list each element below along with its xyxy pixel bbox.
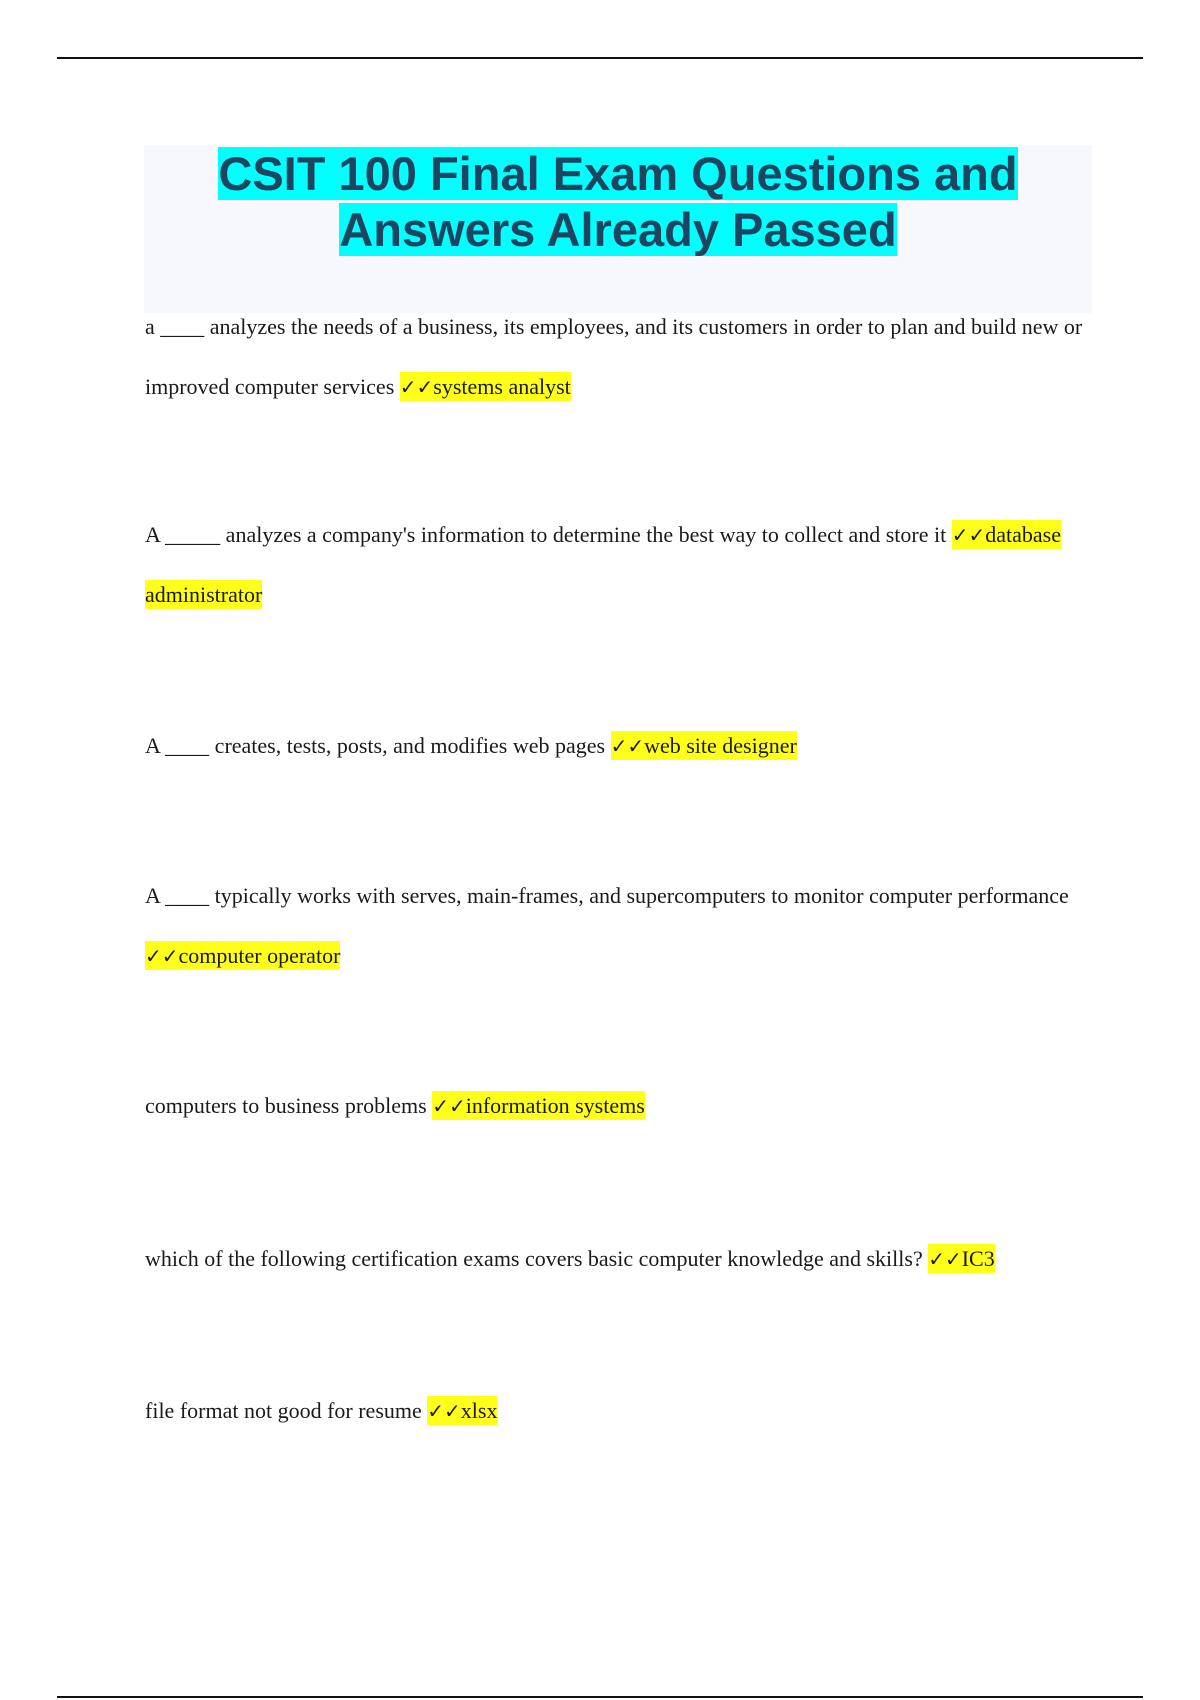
question-text: file format not good for resume — [145, 1398, 428, 1423]
answer-text: database administrator — [145, 522, 1061, 607]
answer-highlight — [928, 1244, 995, 1273]
qa-item-5 — [145, 1076, 1085, 1136]
double-check-icon: ✓✓ — [928, 1247, 962, 1271]
question-text: A _____ analyzes a company's information to determine the best way to collect and store it — [145, 522, 952, 547]
qa-item-7 — [145, 1381, 1085, 1441]
double-check-icon: ✓✓ — [951, 523, 986, 547]
answer-highlight — [432, 1091, 645, 1120]
double-check-icon: ✓✓ — [610, 734, 645, 758]
answer-text: xlsx — [460, 1398, 498, 1423]
answer-highlight — [427, 1396, 497, 1425]
question-text: A ____ typically works with serves, main-frames, and supercomputers to monitor computer performance — [145, 883, 1069, 908]
qa-item-1 — [145, 297, 1085, 417]
double-check-icon: ✓✓ — [432, 1094, 466, 1118]
bottom-rule — [57, 1696, 1143, 1698]
qa-item-6 — [145, 1229, 1085, 1289]
double-check-icon: ✓✓ — [145, 944, 179, 968]
title-block — [144, 145, 1092, 313]
document-title: CSIT 100 Final Exam Questions and Answers Already Passed — [218, 147, 1018, 256]
question-text: computers to business problems — [145, 1093, 433, 1118]
answer-text: computer operator — [178, 943, 341, 968]
answer-text: web site designer — [644, 733, 797, 758]
question-text: a ____ analyzes the needs of a business, its employees, and its customers in order to plan and build new or improved computer services — [145, 314, 1083, 399]
answer-highlight — [611, 731, 797, 760]
qa-item-4 — [145, 866, 1085, 986]
answer-text: systems analyst — [433, 374, 571, 399]
top-rule — [57, 57, 1143, 59]
question-text: which of the following certification exams covers basic computer knowledge and skills? — [145, 1246, 929, 1271]
answer-highlight — [145, 941, 340, 970]
answer-text: IC3 — [961, 1246, 995, 1271]
qa-item-3 — [145, 716, 1085, 776]
double-check-icon: ✓✓ — [399, 375, 434, 399]
question-text: A ____ creates, tests, posts, and modifies web pages — [145, 733, 611, 758]
answer-highlight — [400, 372, 571, 401]
qa-item-2 — [145, 505, 1085, 625]
answer-text: information systems — [465, 1093, 645, 1118]
double-check-icon: ✓✓ — [427, 1399, 461, 1423]
